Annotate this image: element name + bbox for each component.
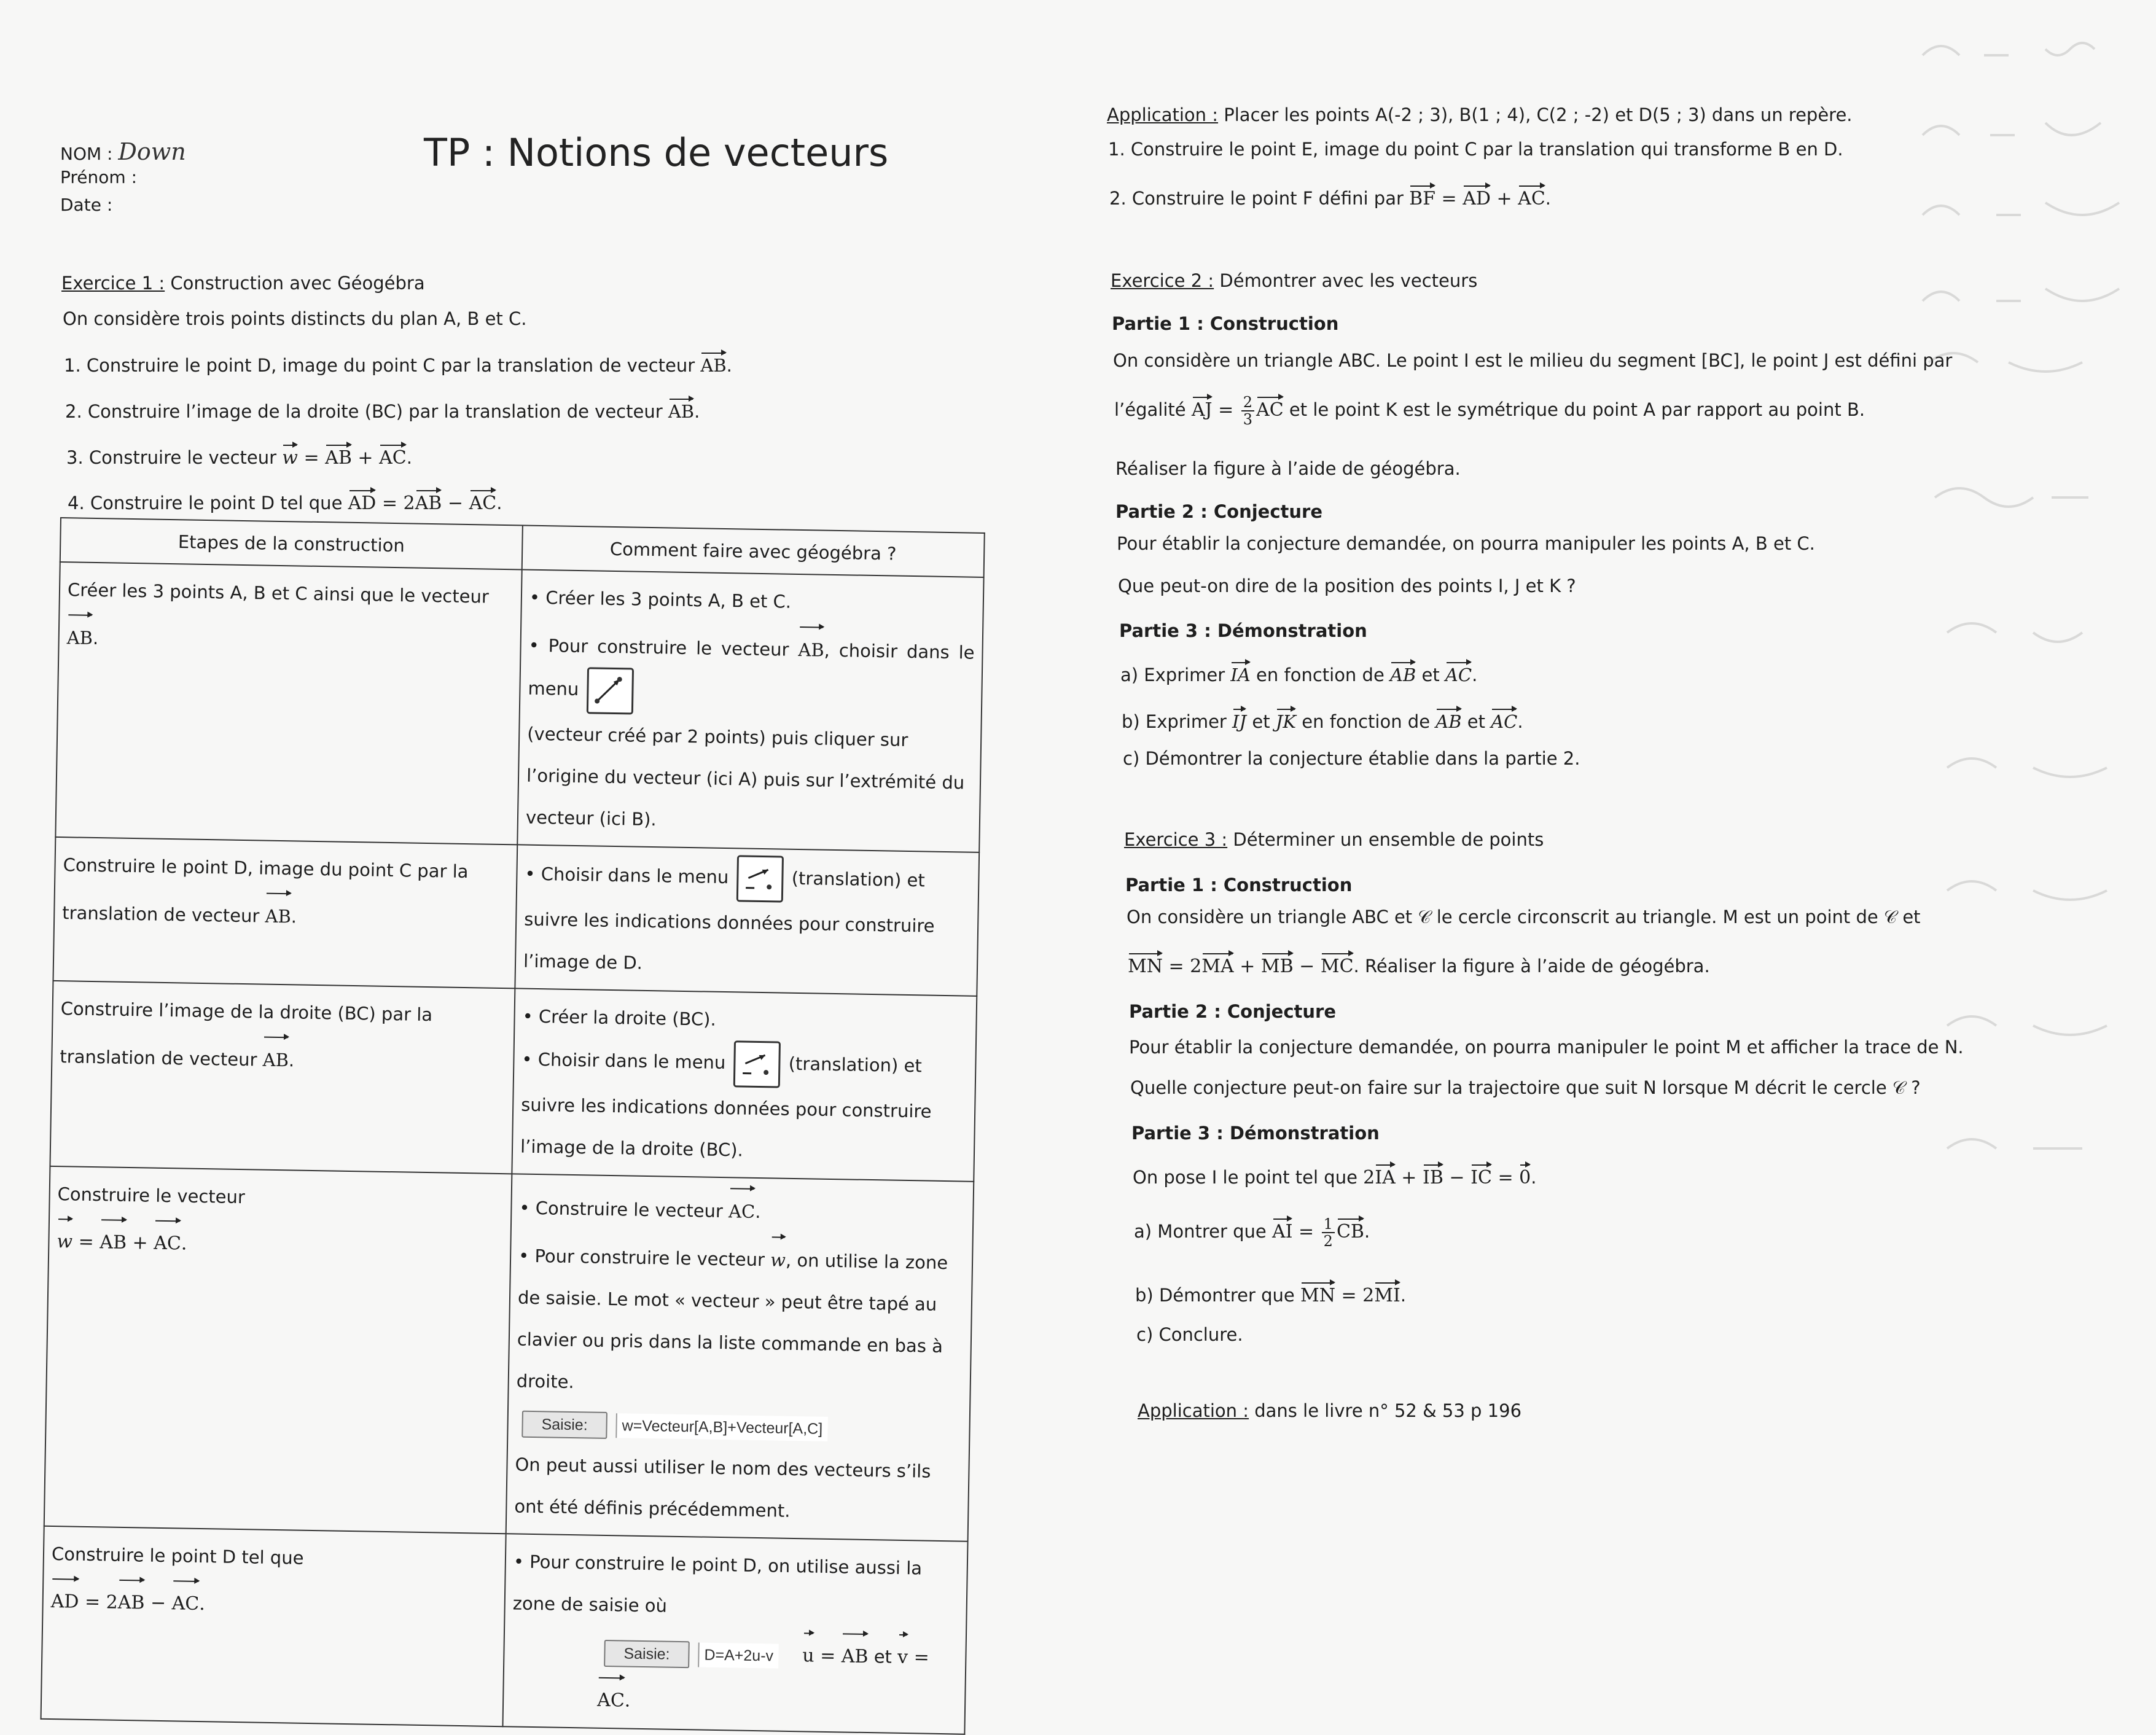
ex3-line4: Quelle conjecture peut-on faire sur la trajectoire que suit N lorsque M décrit le cercle 𝒞 ? (1130, 1077, 1921, 1099)
geogebra-input-bar (604, 1640, 778, 1670)
ex1-intro: On considère trois points distincts du plan A, B et C. (63, 308, 526, 329)
ex2-qc: c) Démontrer la conjecture établie dans la partie 2. (1123, 748, 1580, 769)
app2-text: dans le livre n° 52 & 53 p 196 (1249, 1400, 1521, 1421)
app1-title: Application : (1107, 104, 1218, 125)
ex2-qb-text: et (1462, 711, 1491, 732)
vector-AB: AB (262, 1033, 289, 1082)
ex1-q4-text: 4. Construire le point D tel que (68, 493, 348, 513)
ex2-line3: Réaliser la figure à l’aide de géogébra. (1115, 458, 1461, 479)
how-line (520, 1037, 968, 1175)
formula-i: 2IA + IB − IC = 0 (1363, 1167, 1531, 1188)
translation-tool-icon (733, 1040, 781, 1088)
ex2-line2-text: et le point K est le symétrique du point A par rapport au point B. (1284, 399, 1865, 420)
how-text: • Pour construire le vecteur (528, 635, 798, 660)
nom-handwritten: Down (118, 138, 186, 165)
ex1-q3: 3. Construire le vecteur w = AB + AC. (66, 441, 412, 469)
vector-AC: AC (728, 1184, 756, 1233)
ex2-subtitle: Démontrer avec les vecteurs (1214, 270, 1477, 291)
saisie-label: Saisie: (521, 1411, 607, 1439)
how-text: • Construire le vecteur (519, 1198, 728, 1222)
app1-q2-text: 2. Construire le point F défini par (1109, 188, 1409, 209)
app1-text: Placer les points A(-2 ; 3), B(1 ; 4), C(2 ; -2) et D(5 ; 3) dans un repère. (1218, 104, 1853, 125)
ex3-title: Exercice 3 : (1124, 829, 1227, 850)
ex3-qb-text: b) Démontrer que (1135, 1285, 1300, 1306)
how-line (523, 852, 971, 989)
step-cell: Construire le point D, image du point C par la translation de vecteur AB. (53, 837, 517, 988)
ex2-part3: Partie 3 : Démonstration (1119, 620, 1367, 641)
ex1-q2-text: 2. Construire l’image de la droite (BC) par la translation de vecteur (65, 401, 668, 422)
saisie-input: D=A+2u-v (698, 1642, 778, 1668)
table-row (50, 981, 977, 1182)
nom-field (60, 138, 186, 165)
ex3-part3: Partie 3 : Démonstration (1131, 1123, 1380, 1144)
ex3-line3: Pour établir la conjecture demandée, on pourra manipuler le point M et afficher la trace de N. (1129, 1037, 1964, 1058)
how-line: (vecteur créé par 2 points) puis cliquer sur l’origine du vecteur (ici A) puis sur l’extrémité du vecteur (ici B). (525, 713, 973, 846)
ex3-qc: c) Conclure. (1136, 1324, 1243, 1345)
step-text: Construire le point D tel que (51, 1533, 498, 1582)
ex3-heading (1124, 829, 1544, 850)
table-row (44, 1166, 974, 1542)
ex1-heading (61, 273, 425, 294)
step-cell (44, 1166, 512, 1534)
bleed-through-scribbles (1910, 31, 2156, 1198)
ex1-q3-text: 3. Construire le vecteur (66, 447, 282, 468)
ex2-part1: Partie 1 : Construction (1112, 313, 1338, 334)
ex3-qa: a) Montrer que AI = $\frac{1}{2}$ CB. (1134, 1215, 1370, 1249)
how-line: • Construire le vecteur AC. (519, 1181, 966, 1236)
how-line: • Pour construire le point D, on utilise aussi la zone de saisie où (512, 1540, 959, 1631)
ex3-line1: On considère un triangle ABC et 𝒞 le cercle circonscrit au triangle. M est un point de 𝒞 et (1127, 906, 1921, 928)
ex1-q1-text: 1. Construire le point D, image du point C par la translation de vecteur (64, 355, 700, 376)
ex3-part1: Partie 1 : Construction (1125, 875, 1352, 895)
how-text: • Choisir dans le menu (525, 864, 728, 887)
translation-tool-icon (736, 855, 784, 902)
saisie-label: Saisie: (604, 1640, 690, 1668)
how-text: , on utilise la zone de saisie. Le mot « vecteur » peut être tapé au clavier ou pris dans la liste commande en bas à droite. (517, 1250, 948, 1392)
header-steps: Etapes de la construction (60, 518, 523, 569)
vector-AB: AB (265, 889, 292, 938)
ex1-q4: 4. Construire le point D tel que AD = 2AB − AC. (68, 486, 502, 514)
saisie-input: w=Vecteur[A,B]+Vecteur[A,C] (615, 1413, 827, 1441)
app1-q1: 1. Construire le point E, image du point C par la translation qui transforme B en D. (1108, 139, 1843, 160)
vector-JK: JK (1276, 705, 1296, 732)
ex1-q2: 2. Construire l’image de la droite (BC) par la translation de vecteur AB. (65, 395, 700, 422)
formula-mn: MN = 2MA + MB − MC (1128, 956, 1354, 977)
ex3-line2-text: . Réaliser la figure à l’aide de géogébra. (1354, 956, 1710, 977)
formula-w: w = AB + AC (282, 447, 406, 469)
vector-AB: AB (66, 610, 93, 659)
step-text: Créer les 3 points A, B et C ainsi que le vecteur (68, 579, 489, 607)
page-title: TP : Notions de vecteurs (424, 130, 888, 175)
formula-uv: u = AB et v = AC. (597, 1645, 929, 1711)
ex2-line4: Pour établir la conjecture demandée, on pourra manipuler les points A, B et C. (1117, 533, 1815, 554)
how-cell (512, 988, 977, 1181)
input-bar (515, 1402, 962, 1451)
ex3-line5-text: On pose I le point tel que (1133, 1167, 1363, 1188)
ex2-heading (1111, 270, 1477, 291)
ex2-line1: On considère un triangle ABC. Le point I est le milieu du segment [BC], le point J est défini par (1113, 350, 1952, 371)
ex3-qb: b) Démontrer que MN = 2MI. (1135, 1279, 1406, 1306)
ex2-qa-text: a) Exprimer (1120, 665, 1230, 685)
app2-title: Application : (1138, 1400, 1249, 1421)
ex1-subtitle: Construction avec Géogébra (165, 273, 424, 294)
construction-steps-table (41, 517, 985, 1735)
app2-heading (1138, 1400, 1521, 1421)
how-text: (translation) et suivre les indications données pour construire l’image de D. (523, 868, 935, 973)
step-cell: Construire l’image de la droite (BC) par la translation de vecteur AB. (50, 981, 515, 1174)
vector-w: w (770, 1233, 786, 1281)
vector-AC: AC (1445, 658, 1472, 685)
how-text: • Choisir dans le menu (521, 1049, 725, 1073)
ex2-qa-text: et (1416, 665, 1445, 685)
vector-AB: AB (668, 395, 694, 422)
app1-q2: 2. Construire le point F défini par BF = AD + AC. (1109, 182, 1551, 209)
ex2-part2: Partie 2 : Conjecture (1115, 501, 1322, 522)
how-text: (translation) et suivre les indications données pour construire l’image de la droite (BC). (520, 1053, 932, 1161)
how-line (516, 1229, 965, 1409)
ex3-part2: Partie 2 : Conjecture (1129, 1001, 1336, 1022)
step-cell (41, 1526, 506, 1726)
how-line: • Créer la droite (BC). (522, 996, 969, 1045)
formula-ad: AD = 2AB − AC. (50, 1575, 497, 1630)
how-line (528, 618, 975, 720)
how-text: , choisir dans le menu (528, 640, 975, 700)
vector-tool-icon (587, 667, 634, 714)
formula-bf: BF = AD + AC (1409, 188, 1545, 209)
ex2-line5: Que peut-on dire de la position des points I, J et K ? (1118, 575, 1576, 596)
formula-mi: MN = 2MI (1300, 1285, 1400, 1306)
ex2-line2 (1114, 393, 1865, 427)
how-cell (515, 844, 979, 996)
table-row (53, 837, 979, 996)
ex3-line5: On pose I le point tel que 2IA + IB − IC = 0. (1133, 1161, 1536, 1188)
how-text: • Pour construire le vecteur (518, 1246, 771, 1271)
geogebra-input-bar (521, 1411, 827, 1443)
step-text: Construire l’image de la droite (BC) par la translation de vecteur (60, 998, 432, 1070)
ex2-qb: b) Exprimer IJ et JK en fonction de AB et AC. (1122, 705, 1523, 732)
ex2-qb-text: en fonction de (1296, 711, 1435, 732)
ex2-qb-text: b) Exprimer (1122, 711, 1232, 732)
nom-label: NOM : (60, 144, 112, 164)
table-row (55, 562, 983, 852)
vector-AB: AB (1435, 705, 1461, 732)
vector-AB: AB (700, 349, 726, 376)
ex3-line2 (1128, 949, 1710, 977)
vector-IA: IA (1230, 658, 1250, 685)
ex2-qa-text: en fonction de (1251, 665, 1390, 685)
ex2-qa: a) Exprimer IA en fonction de AB et AC. (1120, 658, 1477, 685)
formula-w: w = AB + AC. (57, 1215, 503, 1270)
step-cell: Créer les 3 points A, B et C ainsi que le vecteur AB. (55, 562, 521, 844)
header-how: Comment faire avec géogébra ? (522, 525, 985, 577)
ex3-subtitle: Déterminer un ensemble de points (1227, 829, 1544, 850)
app1-heading (1107, 104, 1853, 125)
step-text: Construire le vecteur (57, 1173, 504, 1222)
formula-ad: AD = 2AB − AC (348, 493, 497, 514)
how-line: • Créer les 3 points A, B et C. (529, 577, 975, 626)
ex1-q1: 1. Construire le point D, image du point C par la translation de vecteur AB. (64, 349, 732, 376)
how-cell (517, 569, 983, 852)
date-label: Date : (60, 195, 112, 215)
ex2-title: Exercice 2 : (1111, 270, 1214, 291)
how-cell (502, 1534, 967, 1734)
how-line: On peut aussi utiliser le nom des vecteurs s’ils ont été définis précédemment. (514, 1443, 961, 1534)
formula-aj: AJ = $\frac{2}{3}$ AC (1192, 399, 1284, 421)
step-text: Construire le point D, image du point C par la translation de vecteur (62, 854, 469, 926)
vector-AB: AB (1390, 658, 1416, 685)
how-cell (506, 1174, 974, 1541)
ex3-qa-text: a) Montrer que (1134, 1221, 1272, 1242)
how-line (511, 1624, 958, 1727)
vector-IJ: IJ (1232, 705, 1246, 732)
table-row (41, 1526, 968, 1734)
ex1-title: Exercice 1 : (61, 273, 165, 294)
prenom-label: Prénom : (60, 167, 137, 187)
formula-ai: AI = $\frac{1}{2}$ CB (1272, 1221, 1364, 1242)
vector-AC: AC (1491, 705, 1517, 732)
ex2-line2-text: l’égalité (1114, 399, 1192, 420)
ex2-qb-text: et (1246, 711, 1276, 732)
vector-AB: AB (798, 623, 825, 671)
